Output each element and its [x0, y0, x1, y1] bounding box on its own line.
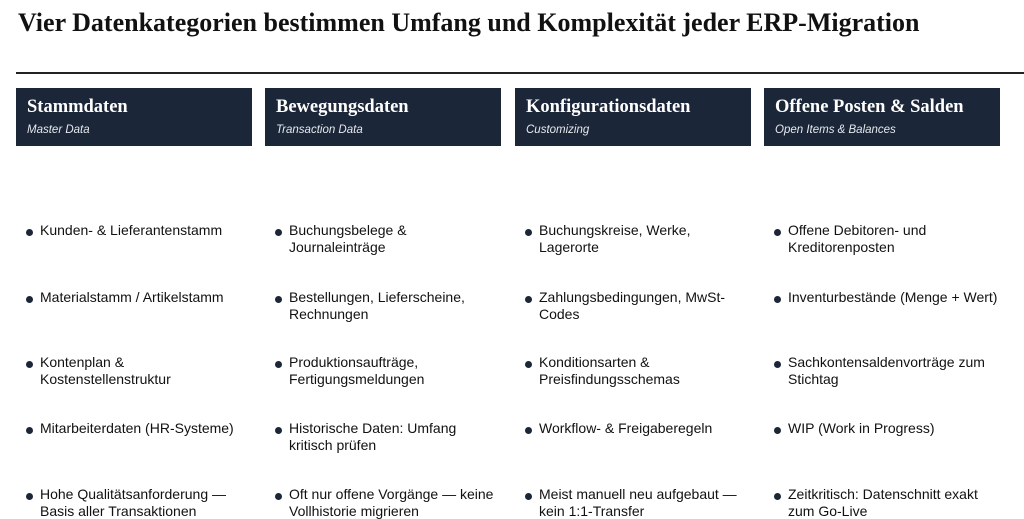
bullet-icon [26, 361, 33, 368]
list-item [772, 420, 1000, 437]
list-item-text: Sachkontensaldenvorträge zum Stichtag [788, 354, 985, 387]
list-item-text: Oft nur offene Vorgänge — keine Vollhistorie migrieren [289, 486, 494, 519]
list-item [24, 289, 252, 306]
list-item-text: Historische Daten: Umfang kritisch prüfen [289, 420, 457, 453]
list-item [273, 354, 501, 387]
bullet-icon [26, 296, 33, 303]
bullet-icon [26, 229, 33, 236]
list-item-text: Kunden- & Lieferantenstamm [40, 222, 223, 238]
list-item [772, 289, 1000, 306]
list-item [523, 289, 751, 322]
category-column-konfigurationsdaten [515, 88, 751, 519]
bullet-icon [275, 296, 282, 303]
list-item-text: Bestellungen, Lieferscheine, Rechnungen [289, 289, 465, 322]
category-header [265, 88, 501, 146]
list-item [523, 354, 751, 387]
category-subtitle: Customizing [526, 124, 590, 136]
list-item-text: Buchungskreise, Werke, Lagerorte [539, 222, 691, 255]
category-subtitle: Master Data [27, 124, 90, 136]
bullet-icon [774, 229, 781, 236]
category-title: Offene Posten & Salden [775, 97, 964, 117]
category-title: Bewegungsdaten [276, 97, 409, 117]
bullet-icon [275, 427, 282, 434]
list-item-text: Zahlungsbedingungen, MwSt-Codes [539, 289, 726, 322]
category-column-offene-posten-salden [764, 88, 1000, 519]
bullet-icon [774, 296, 781, 303]
list-item [24, 222, 252, 239]
list-item-text: Hohe Qualitätsanforderung — Basis aller Transaktionen [40, 486, 226, 519]
bullet-icon [275, 361, 282, 368]
list-item [273, 486, 501, 519]
list-item-text: Konditionsarten & Preisfindungsschemas [539, 354, 680, 387]
bullet-icon [26, 427, 33, 434]
list-item-text: Buchungsbelege & Journaleinträge [289, 222, 407, 255]
list-item [772, 222, 1000, 255]
bullet-icon [26, 493, 33, 500]
list-item-text: Meist manuell neu aufgebaut — kein 1:1-Transfer [539, 486, 737, 519]
category-subtitle: Transaction Data [276, 124, 363, 136]
page-title: Vier Datenkategorien bestimmen Umfang und Komplexität jeder ERP-Migration [18, 8, 920, 37]
list-item-text: Zeitkritisch: Datenschnitt exakt zum Go-Live [788, 486, 978, 519]
list-item [523, 486, 751, 519]
list-item [523, 222, 751, 255]
list-item [273, 420, 501, 453]
list-item [273, 289, 501, 322]
bullet-icon [774, 493, 781, 500]
category-title: Stammdaten [27, 97, 128, 117]
bullet-icon [525, 361, 532, 368]
category-column-bewegungsdaten [265, 88, 501, 519]
bullet-icon [525, 427, 532, 434]
bullet-icon [525, 296, 532, 303]
category-title: Konfigurationsdaten [526, 97, 691, 117]
list-item [24, 354, 252, 387]
category-header [16, 88, 252, 146]
list-item-text: Produktionsaufträge, Fertigungsmeldungen [289, 354, 425, 387]
bullet-icon [774, 361, 781, 368]
list-item [523, 420, 751, 437]
bullet-icon [774, 427, 781, 434]
title-divider [16, 72, 1024, 74]
list-item [273, 222, 501, 255]
list-item [24, 420, 252, 437]
list-item-text: Mitarbeiterdaten (HR-Systeme) [40, 420, 234, 436]
list-item-text: Workflow- & Freigaberegeln [539, 420, 713, 436]
category-header [515, 88, 751, 146]
bullet-icon [525, 493, 532, 500]
list-item-text: WIP (Work in Progress) [788, 420, 935, 436]
category-header [764, 88, 1000, 146]
bullet-icon [275, 229, 282, 236]
list-item-text: Materialstamm / Artikelstamm [40, 289, 224, 305]
list-item [772, 486, 1000, 519]
bullet-icon [525, 229, 532, 236]
list-item [24, 486, 252, 519]
bullet-icon [275, 493, 282, 500]
category-column-stammdaten [16, 88, 252, 519]
list-item-text: Kontenplan & Kostenstellenstruktur [40, 354, 171, 387]
list-item-text: Offene Debitoren- und Kreditorenposten [788, 222, 927, 255]
list-item [772, 354, 1000, 387]
list-item-text: Inventurbestände (Menge + Wert) [788, 289, 998, 305]
category-subtitle: Open Items & Balances [775, 124, 896, 136]
